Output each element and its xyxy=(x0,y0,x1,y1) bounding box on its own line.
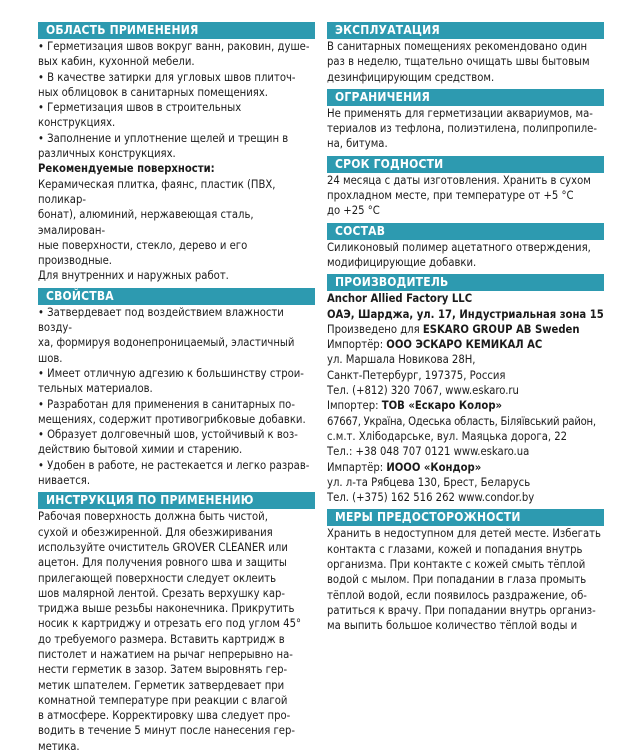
text-line: прохладном месте, при температуре от +5 °С xyxy=(327,189,574,203)
text-line: на, битума. xyxy=(327,137,388,151)
text-line: • Заполнение и уплотнение щелей и трещин в xyxy=(38,131,289,145)
text-line: до +25 °С xyxy=(327,204,380,218)
text-line: Тел.: +38 048 707 0121 www.eskaro.ua xyxy=(327,445,530,459)
text-line: ул. л-та Рябцева 130, Брест, Беларусь xyxy=(327,475,531,489)
text-line: бонат), алюминий, нержавеющая сталь, эмалирован- xyxy=(38,208,254,237)
importer-ua-name: ТОВ «Ескаро Колор» xyxy=(381,399,503,413)
text-line: ха, формируя водонепроницаемый, эластичный шов. xyxy=(38,336,295,365)
text-line: действию бытовой химии и старению. xyxy=(38,443,243,457)
text-line: • Образует долговечный шов, устойчивый к воз- xyxy=(38,428,298,442)
manufacturer-header: ПРОИЗВОДИТЕЛЬ xyxy=(327,274,604,291)
text-line: • Удобен в работе, не растекается и легко разрав- xyxy=(38,458,310,472)
text-line: ратиться к врачу. При попадании внутрь организ- xyxy=(327,603,596,617)
manufacturer-section xyxy=(327,291,604,505)
text-line: водить в течение 5 минут после нанесения гер- xyxy=(38,724,295,738)
text-line: • Герметизация швов в строительных конструкциях. xyxy=(38,101,242,130)
text-line: носик к картриджу и отрезать его под углом 45° xyxy=(38,617,302,631)
text-line: Керамическая плитка, фаянс, пластик (ПВХ, поликар- xyxy=(38,177,276,206)
text-line: нивается. xyxy=(38,474,91,488)
text-line: Хранить в недоступном для детей месте. Избегать xyxy=(327,527,601,541)
text-line: нести герметик в зазор. Затем выровнять гер- xyxy=(38,663,288,677)
safety-header: МЕРЫ ПРЕДОСТОРОЖНОСТИ xyxy=(327,509,604,526)
composition-section xyxy=(327,240,604,271)
instructions-section xyxy=(38,509,315,754)
text-line: Тел. (+375) 162 516 262 www.condor.by xyxy=(327,491,535,505)
text-line: метика. xyxy=(38,739,80,753)
text-line: с.м.т. Хлібодарське, вул. Маяцька дорога, 22 xyxy=(327,429,568,443)
composition-header: СОСТАВ xyxy=(327,223,604,240)
text-line: Не применять для герметизации аквариумов, ма- xyxy=(327,106,593,120)
importer-by-line xyxy=(327,460,604,475)
text-line: используйте очиститель GROVER CLEANER или xyxy=(38,540,288,554)
text-line: различных конструкциях. xyxy=(38,147,176,161)
limits-section xyxy=(327,106,604,152)
text-line: триджа выше резьбы наконечника. Прикрутить xyxy=(38,602,295,616)
text-line: Тел. (+812) 320 7067, www.eskaro.ru xyxy=(327,384,519,398)
text-line: ных облицовок в санитарных помещениях. xyxy=(38,85,268,99)
text-line: сухой и обезжиренной. Для обезжиривания xyxy=(38,525,273,539)
importer-prefix: Імпортер: xyxy=(327,399,382,413)
text-line: ацетон. Для получения ровного шва и защиты xyxy=(38,556,287,570)
produced-company: ESKARO GROUP AB Sweden xyxy=(422,322,580,336)
shelf-life-header: СРОК ГОДНОСТИ xyxy=(327,156,604,173)
text-line: организма. При контакте с кожей смыть тёплой xyxy=(327,558,586,572)
text-line: водой с мылом. При попадании в глаза промыть xyxy=(327,573,587,587)
safety-section xyxy=(327,526,604,633)
text-line: • Имеет отличную адгезию к большинству строи- xyxy=(38,366,304,380)
scope-header: ОБЛАСТЬ ПРИМЕНЕНИЯ xyxy=(38,22,315,39)
text-line: • Затвердевает под воздействием влажности возду- xyxy=(38,305,284,335)
usage-section xyxy=(327,39,604,85)
text-line: метик шпателем. Герметик затвердевает при xyxy=(38,678,285,692)
usage-header: ЭКСПЛУАТАЦИЯ xyxy=(327,22,604,39)
text-line: Санкт-Петербург, 197375, Россия xyxy=(327,368,506,382)
text-line: комнатной температуре при реакции с влагой xyxy=(38,693,288,707)
right-column xyxy=(327,22,604,634)
manufacturer-company: Anchor Allied Factory LLC xyxy=(327,292,473,306)
text-line: тельных материалов. xyxy=(38,382,153,396)
importer-by-name: ИООО «Кондор» xyxy=(386,460,482,474)
surfaces-subtitle: Рекомендуемые поверхности: xyxy=(38,162,215,176)
properties-header: СВОЙСТВА xyxy=(38,288,315,305)
text-line: модифицирующие добавки. xyxy=(327,255,477,269)
properties-section xyxy=(38,305,315,489)
text-line: тёплой водой, если появилось раздражение, об- xyxy=(327,588,587,602)
importer-ru-line xyxy=(327,337,604,352)
text-line: мещениях, содержит противогрибковые добавки. xyxy=(38,412,306,426)
text-line: раз в неделю, тщательно очищать швы бытовым xyxy=(327,55,590,69)
text-line: В санитарных помещениях рекомендовано один xyxy=(327,40,588,53)
text-line: ул. Маршала Новикова 28Н, xyxy=(327,353,476,367)
text-line: 67667, Україна, Одеська область, Біляївський район, xyxy=(327,414,596,428)
text-line: пистолет и нажатием на рычаг непрерывно на- xyxy=(38,647,293,661)
text-line: прилегающей поверхности следует оклеить xyxy=(38,571,277,585)
text-line: в атмосфере. Корректировку шва следует про- xyxy=(38,709,291,723)
text-line: контакта с глазами, кожей и попадания внутрь xyxy=(327,542,583,556)
importer-prefix: Импартёр: xyxy=(327,460,387,474)
text-line: шов малярной лентой. Срезать верхушку кар- xyxy=(38,586,286,600)
text-line: Силиконовый полимер ацетатного отверждения, xyxy=(327,240,591,254)
left-column xyxy=(38,22,315,754)
text-line: Для внутренних и наружных работ. xyxy=(38,269,229,283)
text-line: ные поверхности, стекло, дерево и его производные. xyxy=(38,238,248,268)
text-line: вых кабин, кухонной мебели. xyxy=(38,55,195,69)
text-line: до требуемого размера. Вставить картридж в xyxy=(38,632,285,646)
text-line: • Разработан для применения в санитарных по- xyxy=(38,397,295,411)
text-line: • Герметизация швов вокруг ванн, раковин, душе- xyxy=(38,40,310,53)
importer-ru-name: ООО ЭСКАРО КЕМИКАЛ АС xyxy=(386,338,543,352)
text-line: 24 месяца с даты изготовления. Хранить в сухом xyxy=(327,173,591,187)
shelf-life-section xyxy=(327,173,604,219)
produced-for-line xyxy=(327,322,604,337)
instructions-header: ИНСТРУКЦИЯ ПО ПРИМЕНЕНИЮ xyxy=(38,492,315,509)
limits-header: ОГРАНИЧЕНИЯ xyxy=(327,89,604,106)
text-line: Рабочая поверхность должна быть чистой, xyxy=(38,510,268,524)
importer-ua-line xyxy=(327,398,604,413)
produced-prefix: Произведено для xyxy=(327,322,423,336)
text-line: • В качестве затирки для угловых швов плиточ- xyxy=(38,70,296,84)
text-line: териалов из тефлона, полиэтилена, полипропиле- xyxy=(327,122,597,136)
manufacturer-address: ОАЭ, Шарджа, ул. 17, Индустриальная зона 15 xyxy=(327,307,604,321)
text-line: дезинфицирующим средством. xyxy=(327,70,495,84)
text-line: ма выпить большое количество тёплой воды и xyxy=(327,619,578,633)
scope-section xyxy=(38,39,315,284)
importer-prefix: Импортёр: xyxy=(327,338,387,352)
